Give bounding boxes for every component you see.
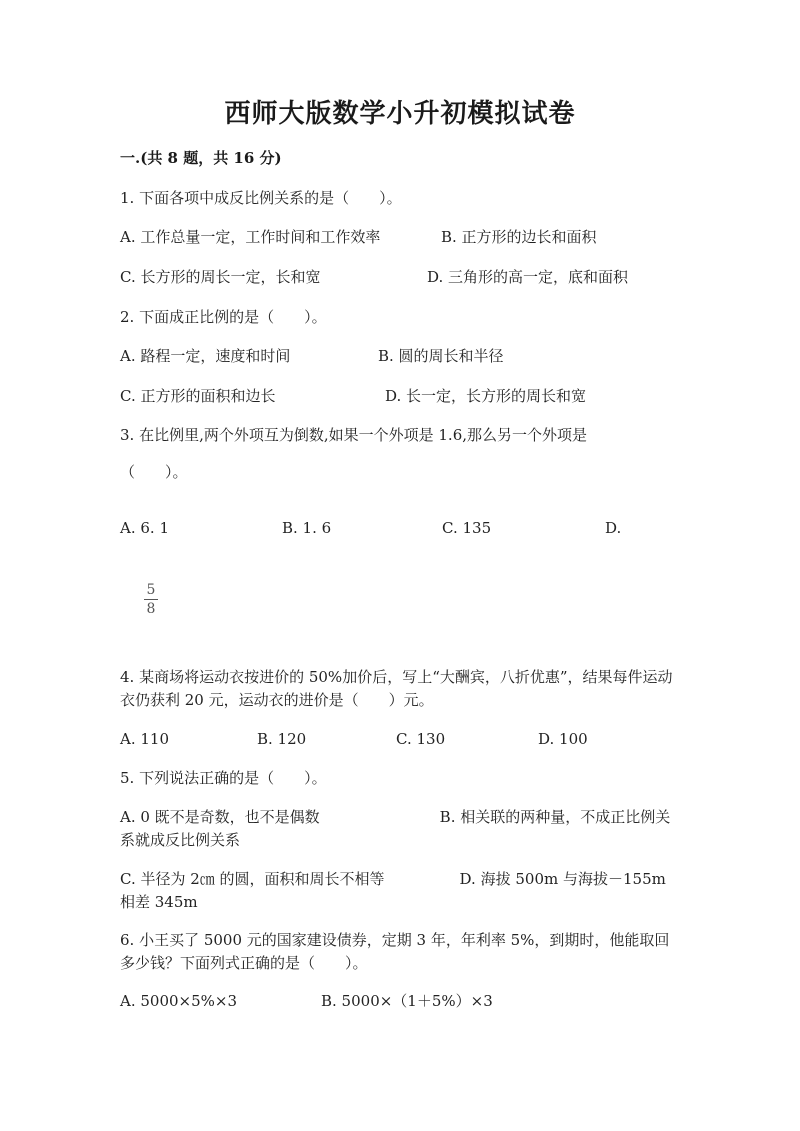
question-3-stem-line-2: （ ）。 [120, 463, 188, 481]
question-3-option-a: A. 6. 1 [120, 519, 169, 537]
question-3-option-b: B. 1. 6 [282, 519, 332, 537]
question-2-option-b: B. 圆的周长和半径 [378, 347, 504, 365]
section-heading: 一.(共 8 题，共 16 分) [120, 149, 282, 167]
question-1-option-d: D. 三角形的高一定，底和面积 [427, 268, 629, 286]
question-2-option-d: D. 长一定，长方形的周长和宽 [385, 387, 587, 405]
question-1-stem: 1. 下面各项中成反比例关系的是（ ）。 [120, 189, 402, 207]
question-4-option-b: B. 120 [257, 730, 307, 748]
question-2-option-a: A. 路程一定，速度和时间 [120, 347, 291, 365]
question-6-option-b: B. 5000×（1＋5%）×3 [321, 992, 493, 1010]
question-6-option-a: A. 5000×5%×3 [120, 992, 238, 1010]
page-title: 西师大版数学小升初模拟试卷 [224, 99, 576, 129]
question-3-option-d: D. [605, 519, 622, 537]
question-4-option-c: C. 130 [396, 730, 446, 748]
question-3-stem-line-1: 3. 在比例里,两个外项互为倒数,如果一个外项是 1.6,那么另一个外项是 [120, 426, 588, 444]
question-1-option-c: C. 长方形的周长一定，长和宽 [120, 268, 321, 286]
fraction-numerator: 5 [146, 582, 156, 598]
question-5-options-a-b: A. 0 既不是奇数，也不是偶数 B. 相关联的两种量，不成正比例关系就成反比例关系 [120, 808, 671, 849]
question-6-stem: 6. 小王买了 5000 元的国家建设债券，定期 3 年，年利率 5%，到期时，他能取回多少钱？下面列式正确的是（ ）。 [120, 931, 670, 972]
fraction-five-eighths [144, 582, 158, 617]
question-5-stem: 5. 下列说法正确的是（ ）。 [120, 769, 327, 787]
question-1-option-b: B. 正方形的边长和面积 [441, 228, 597, 246]
question-2-option-c: C. 正方形的面积和边长 [120, 387, 276, 405]
question-2-stem: 2. 下面成正比例的是（ ）。 [120, 308, 327, 326]
question-1-option-a: A. 工作总量一定，工作时间和工作效率 [120, 228, 381, 246]
question-3-option-c: C. 135 [442, 519, 492, 537]
question-4-stem: 4. 某商场将运动衣按进价的 50%加价后，写上“大酬宾，八折优惠”，结果每件运动衣仍获利 20 元，运动衣的进价是（ ）元。 [120, 668, 673, 709]
question-4-option-a: A. 110 [120, 730, 169, 748]
fraction-denominator: 8 [146, 601, 156, 617]
question-5-options-c-d: C. 半径为 2㎝ 的圆，面积和周长不相等 D. 海拔 500m 与海拔－155m 相差 345m [120, 870, 666, 911]
question-4-option-d: D. 100 [538, 730, 588, 748]
fraction-bar [144, 599, 158, 600]
